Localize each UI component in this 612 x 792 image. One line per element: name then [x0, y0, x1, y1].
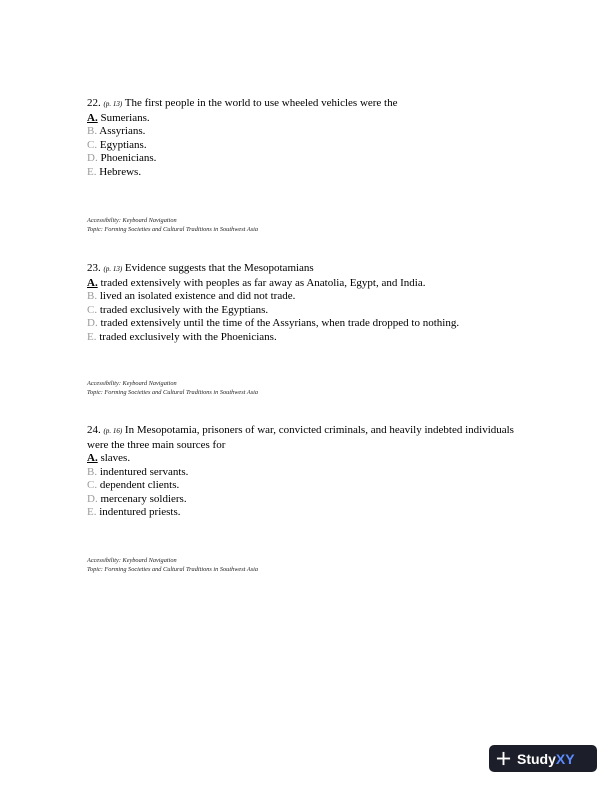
- choice-text: indentured priests.: [99, 506, 181, 518]
- choice-text: traded exclusively with the Phoenicians.: [99, 330, 277, 343]
- choice-letter: C.: [87, 479, 98, 491]
- question-metadata: [87, 217, 258, 234]
- answer-choice-b: [87, 290, 527, 304]
- topic-note: Topic: Forming Societies and Cultural Traditions in Southwest Asia: [87, 388, 259, 396]
- choice-text: lived an isolated existence and did not trade.: [99, 290, 296, 302]
- answer-choice-d: [87, 317, 527, 331]
- choice-letter: D.: [87, 492, 98, 505]
- choice-text: slaves.: [100, 452, 131, 464]
- brand-name-suffix: XY: [555, 750, 575, 767]
- question-24: [87, 424, 527, 520]
- accessibility-note: Accessibility: Keyboard Navigation: [87, 380, 177, 387]
- question-metadata: [87, 380, 258, 397]
- choice-letter: D.: [87, 152, 98, 164]
- choice-letter: B.: [87, 465, 98, 478]
- choice-letter: E.: [87, 330, 97, 343]
- choice-text: Sumerians.: [100, 111, 150, 124]
- choice-text: indentured servants.: [99, 465, 189, 478]
- answer-choice-c: [87, 139, 527, 153]
- answer-choice-d: [87, 152, 527, 166]
- answer-choices: [87, 112, 527, 180]
- choice-text: Assyrians.: [99, 125, 146, 137]
- choice-text: traded extensively with peoples as far away as Anatolia, Egypt, and India.: [100, 276, 426, 289]
- accessibility-note: Accessibility: Keyboard Navigation: [87, 557, 177, 564]
- question-text: The first people in the world to use wheeled vehicles were the: [124, 97, 398, 109]
- choice-letter: E.: [87, 165, 97, 178]
- question-number: 23.: [87, 262, 101, 274]
- plus-icon: [496, 751, 511, 766]
- choice-text: mercenary soldiers.: [100, 492, 187, 505]
- choice-letter: E.: [87, 506, 97, 518]
- question-metadata: [87, 557, 258, 574]
- answer-choice-a: [87, 452, 527, 466]
- answer-choice-b: [87, 466, 527, 480]
- accessibility-note: Accessibility: Keyboard Navigation: [87, 217, 177, 224]
- choice-text: traded exclusively with the Egyptians.: [99, 303, 269, 316]
- answer-choices: [87, 452, 527, 520]
- answer-choice-c: [87, 479, 527, 493]
- answer-choice-a: [87, 112, 527, 126]
- choice-letter: C.: [87, 303, 98, 316]
- choice-letter: A.: [87, 111, 98, 124]
- topic-note: Topic: Forming Societies and Cultural Traditions in Southwest Asia: [87, 225, 259, 233]
- answer-choice-d: [87, 493, 527, 507]
- choice-text: traded extensively until the time of the Assyrians, when trade dropped to nothing.: [100, 317, 460, 329]
- choice-text: Egyptians.: [99, 138, 147, 151]
- answer-choice-e: [87, 166, 527, 180]
- topic-note: Topic: Forming Societies and Cultural Traditions in Southwest Asia: [87, 565, 259, 573]
- question-number: 22.: [87, 97, 101, 109]
- page-reference: (p. 16): [103, 427, 123, 435]
- choice-letter: A.: [87, 276, 98, 289]
- question-stem: [87, 424, 527, 452]
- choice-text: dependent clients.: [99, 479, 180, 491]
- brand-name-prefix: Study: [517, 750, 556, 767]
- choice-letter: A.: [87, 452, 98, 464]
- choice-letter: B.: [87, 125, 98, 137]
- question-text: Evidence suggests that the Mesopotamians: [124, 262, 314, 274]
- answer-choice-b: [87, 125, 527, 139]
- page-reference: (p. 13): [103, 265, 123, 273]
- answer-choice-a: [87, 277, 527, 291]
- choice-letter: B.: [87, 290, 98, 302]
- answer-choice-e: [87, 331, 527, 345]
- choice-text: Phoenicians.: [100, 152, 157, 164]
- answer-choice-e: [87, 506, 527, 520]
- question-number: 24.: [87, 424, 101, 436]
- studyxy-badge[interactable]: [489, 745, 597, 772]
- answer-choice-c: [87, 304, 527, 318]
- question-stem: [87, 262, 527, 277]
- question-stem: [87, 97, 527, 112]
- choice-letter: D.: [87, 317, 98, 329]
- answer-choices: [87, 277, 527, 345]
- question-text: In Mesopotamia, prisoners of war, convicted criminals, and heavily indebted individuals were the three main sources for: [87, 424, 514, 451]
- question-22: [87, 97, 527, 179]
- question-23: [87, 262, 527, 344]
- page-reference: (p. 13): [103, 100, 123, 108]
- choice-letter: C.: [87, 138, 98, 151]
- choice-text: Hebrews.: [99, 165, 142, 178]
